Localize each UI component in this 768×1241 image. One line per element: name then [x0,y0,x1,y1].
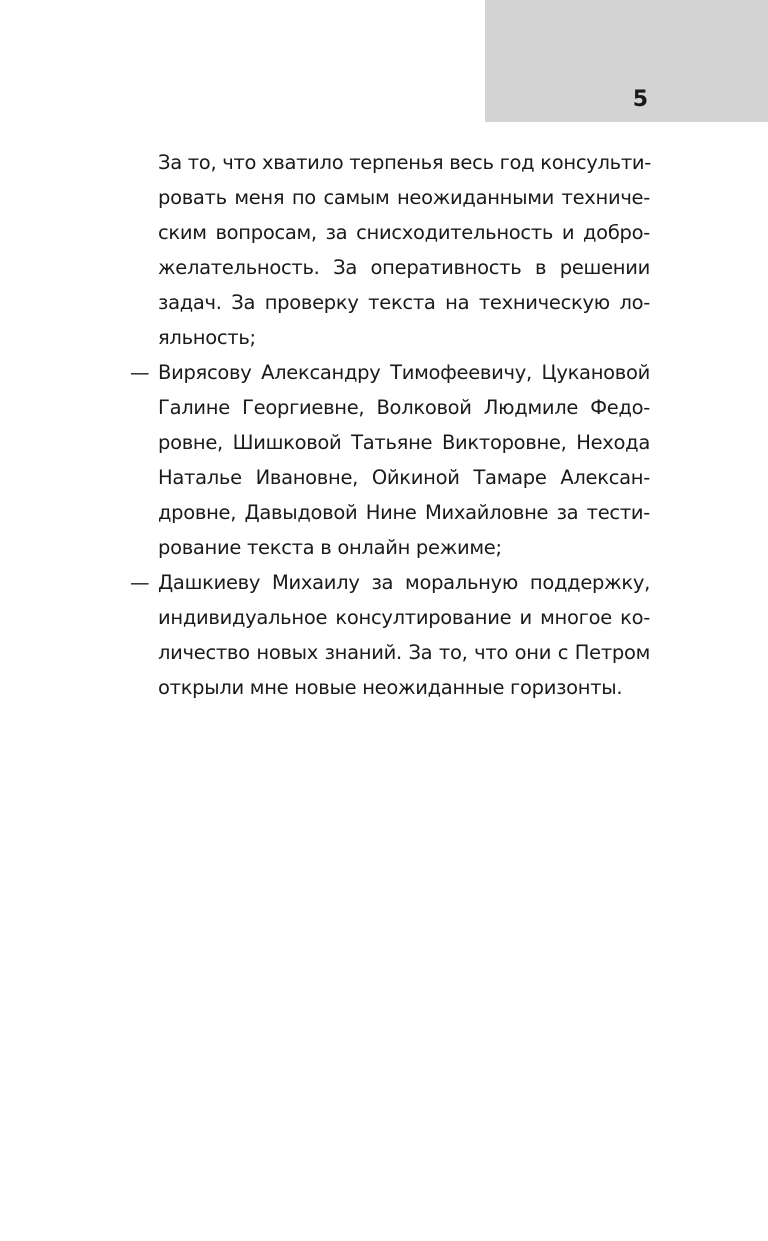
text-line: Наталье Ивановне, Ойкиной Тамаре Алексан- [158,466,650,489]
text-line: Вирясову Александру Тимофеевичу, Цукановой [158,361,650,384]
text-line: открыли мне новые неожиданные горизонты. [158,676,623,699]
list-item-line [130,565,650,600]
text-line: личество новых знаний. За то, что они с Петром [158,641,650,664]
body-text [130,145,652,705]
text-line: индивидуальное консултирование и многое ко- [158,606,650,629]
text-line: Галине Георгиевне, Волковой Людмиле Федо- [158,396,650,419]
text-line: ским вопросам, за снисходительность и добро- [158,221,650,244]
text-line: ровне, Шишковой Татьяне Викторовне, Нехода [158,431,650,454]
list-dash: — [130,571,150,594]
text-line: дровне, Давыдовой Нине Михайловне за тести- [158,501,650,524]
list-item-line [130,355,650,390]
text-line: желательность. За оперативность в решении [158,256,650,279]
text-line: ровать меня по самым неожиданными техниче- [158,186,650,209]
text-line: рование текста в онлайн режиме; [158,536,502,559]
text-line: За то, что хватило терпенья весь год консульти- [158,151,652,174]
list-dash: — [130,361,150,384]
text-line: яльность; [158,326,256,349]
text-line: задач. За проверку текста на техническую ло- [158,291,650,314]
page-number: 5 [632,87,648,112]
text-line: Дашкиеву Михаилу за моральную поддержку, [158,571,650,594]
page-header-band [485,0,768,122]
